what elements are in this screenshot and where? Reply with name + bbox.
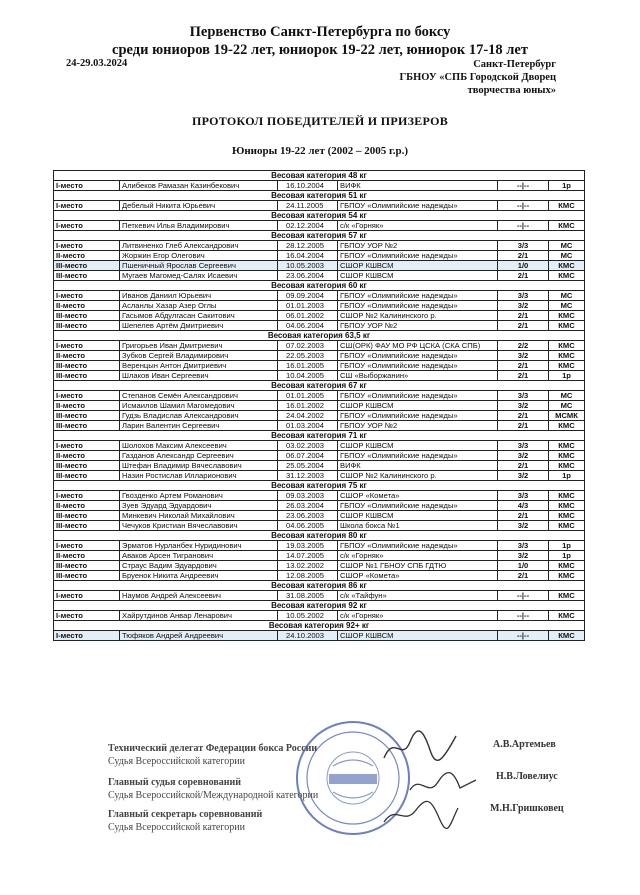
birthdate-cell: 12.08.2005 [278,571,338,581]
name-cell: Мугаев Магомед-Салях Исаевич [120,271,278,281]
birthdate-cell: 01.01.2005 [278,391,338,401]
club-cell: ГБПОУ «Олимпийские надежды» [338,541,498,551]
birthdate-cell: 16.01.2002 [278,401,338,411]
weight-category-row [54,191,585,201]
birthdate-cell: 10.05.2003 [278,261,338,271]
place-cell: I-место [54,441,120,451]
table-row [54,421,585,431]
score-cell: 1/0 [498,561,549,571]
table-row [54,611,585,621]
weight-category-row [54,381,585,391]
name-cell: Зуев Эдуард Эдуардович [120,501,278,511]
venue-org-1: ГБНОУ «СПБ Городской Дворец [399,72,556,83]
birthdate-cell: 10.04.2005 [278,371,338,381]
name-cell: Назин Ростислав Илларионович [120,471,278,481]
table-row [54,391,585,401]
table-row [54,511,585,521]
rank-cell: КМС [549,271,585,281]
club-cell: ГБПОУ «Олимпийские надежды» [338,251,498,261]
birthdate-cell: 31.12.2003 [278,471,338,481]
signature-role: Главный секретарь соревнований [108,809,263,820]
club-cell: ГБПОУ УОР №2 [338,421,498,431]
birthdate-cell: 06.07.2004 [278,451,338,461]
name-cell: Эрматов Нурланбек Нуридинович [120,541,278,551]
place-cell: II-место [54,301,120,311]
place-cell: I-место [54,341,120,351]
place-cell: I-место [54,181,120,191]
birthdate-cell: 09.09.2004 [278,291,338,301]
rank-cell: КМС [549,521,585,531]
weight-category-title: Весовая категория 60 кг [54,281,585,291]
table-row [54,571,585,581]
place-cell: III-место [54,311,120,321]
rank-cell: КМС [549,611,585,621]
place-cell: II-место [54,451,120,461]
place-cell: III-место [54,471,120,481]
score-cell: 3/2 [498,471,549,481]
club-cell: с/к «Горняк» [338,551,498,561]
score-cell: 2/1 [498,361,549,371]
rank-cell: КМС [549,561,585,571]
rank-cell: КМС [549,221,585,231]
club-cell: ГБПОУ «Олимпийские надежды» [338,451,498,461]
place-cell: III-место [54,421,120,431]
club-cell: СШОР «Комета» [338,571,498,581]
table-row [54,541,585,551]
name-cell: Чечуков Кристиан Вячеславович [120,521,278,531]
score-cell: 3/3 [498,491,549,501]
rank-cell: КМС [549,441,585,451]
rank-cell: 1р [549,541,585,551]
results-table [53,170,585,641]
birthdate-cell: 01.01.2003 [278,301,338,311]
table-row [54,251,585,261]
club-cell: СШОР КШВСМ [338,261,498,271]
rank-cell: МС [549,391,585,401]
score-cell: 3/3 [498,391,549,401]
name-cell: Алибеков Рамазан Казинбекович [120,181,278,191]
club-cell: СШ «Выборжанин» [338,371,498,381]
score-cell: 2/1 [498,271,549,281]
rank-cell: КМС [549,461,585,471]
name-cell: Исмаилов Шамил Магомедович [120,401,278,411]
rank-cell: 1р [549,471,585,481]
place-cell: I-место [54,631,120,641]
rank-cell: МСМК [549,411,585,421]
name-cell: Гудзь Владислав Александрович [120,411,278,421]
club-cell: ГБПОУ «Олимпийские надежды» [338,361,498,371]
table-row [54,631,585,641]
weight-category-row [54,621,585,631]
signature-name: Н.В.Ловелиус [496,771,558,782]
name-cell: Степанов Семён Александрович [120,391,278,401]
score-cell: 2/1 [498,571,549,581]
birthdate-cell: 19.03.2005 [278,541,338,551]
rank-cell: КМС [549,571,585,581]
weight-category-row [54,211,585,221]
rank-cell: КМС [549,321,585,331]
score-cell: 2/1 [498,371,549,381]
rank-cell: МС [549,241,585,251]
score-cell: 2/1 [498,321,549,331]
score-cell: 3/3 [498,291,549,301]
place-cell: III-место [54,561,120,571]
score-cell: 3/2 [498,301,549,311]
table-row [54,241,585,251]
table-row [54,341,585,351]
table-row [54,271,585,281]
club-cell: СШОР КШВСМ [338,401,498,411]
weight-category-row [54,171,585,181]
club-cell: ВИФК [338,181,498,191]
table-row [54,321,585,331]
table-row [54,471,585,481]
place-cell: I-место [54,541,120,551]
name-cell: Бруенок Никита Андреевич [120,571,278,581]
score-cell: --|-- [498,181,549,191]
rank-cell: КМС [549,591,585,601]
club-cell: СШОР КШВСМ [338,271,498,281]
weight-category-row [54,601,585,611]
signature-role: Технический делегат Федерации бокса России [108,743,318,754]
table-row [54,311,585,321]
name-cell: Дебелый Никита Юрьевич [120,201,278,211]
signature-name: А.В.Артемьев [493,739,556,750]
place-cell: III-место [54,261,120,271]
weight-category-title: Весовая категория 63,5 кг [54,331,585,341]
birthdate-cell: 06.01.2002 [278,311,338,321]
handwritten-signature-icon [380,728,460,768]
name-cell: Петкевич Илья Владимирович [120,221,278,231]
name-cell: Асланлы Хазар Азер Оглы [120,301,278,311]
score-cell: --|-- [498,611,549,621]
rank-cell: КМС [549,491,585,501]
rank-cell: КМС [549,511,585,521]
signature-qualification: Судья Всероссийской категории [108,756,245,767]
place-cell: III-место [54,461,120,471]
score-cell: 2/1 [498,421,549,431]
club-cell: ГБПОУ «Олимпийские надежды» [338,351,498,361]
name-cell: Шлаков Иван Сергеевич [120,371,278,381]
venue [400,58,557,97]
birthdate-cell: 10.05.2002 [278,611,338,621]
signature-chief-judge [108,776,318,802]
signature-chief-secretary [108,808,262,834]
birthdate-cell: 14.07.2005 [278,551,338,561]
score-cell: 3/3 [498,441,549,451]
weight-category-title: Весовая категория 75 кг [54,481,585,491]
rank-cell: МС [549,301,585,311]
table-row [54,591,585,601]
name-cell: Хайрутдинов Анвар Ленарович [120,611,278,621]
club-cell: с/к «Горняк» [338,221,498,231]
club-cell: ГБПОУ УОР №2 [338,321,498,331]
event-date: 24-29.03.2024 [66,58,128,69]
club-cell: ГБПОУ УОР №2 [338,241,498,251]
score-cell: 2/1 [498,511,549,521]
score-cell: 3/2 [498,351,549,361]
birthdate-cell: 28.12.2005 [278,241,338,251]
rank-cell: 1р [549,181,585,191]
rank-cell: КМС [549,631,585,641]
weight-category-title: Весовая категория 51 кг [54,191,585,201]
birthdate-cell: 24.10.2003 [278,631,338,641]
birthdate-cell: 16.01.2005 [278,361,338,371]
table-row [54,221,585,231]
name-cell: Наумов Андрей Алексеевич [120,591,278,601]
score-cell: 3/2 [498,401,549,411]
birthdate-cell: 13.02.2002 [278,561,338,571]
rank-cell: МС [549,291,585,301]
weight-category-title: Весовая категория 92 кг [54,601,585,611]
score-cell: 3/2 [498,451,549,461]
score-cell: 1/0 [498,261,549,271]
birthdate-cell: 26.03.2004 [278,501,338,511]
handwritten-signature-icon [380,800,460,830]
club-cell: СШОР КШВСМ [338,631,498,641]
name-cell: Шолохов Максим Алексеевич [120,441,278,451]
signature-role: Главный судья соревнований [108,777,242,788]
name-cell: Литвиненко Глеб Александрович [120,241,278,251]
club-cell: с/к «Тайфун» [338,591,498,601]
rank-cell: 1р [549,551,585,561]
signature-tech-delegate [108,742,317,768]
weight-category-title: Весовая категория 86 кг [54,581,585,591]
table-row [54,441,585,451]
rank-cell: 1р [549,371,585,381]
club-cell: ГБПОУ «Олимпийские надежды» [338,501,498,511]
birthdate-cell: 31.08.2005 [278,591,338,601]
rank-cell: КМС [549,311,585,321]
score-cell: --|-- [498,221,549,231]
venue-city: Санкт-Петербург [473,59,556,70]
name-cell: Минкевич Николай Михайлович [120,511,278,521]
name-cell: Тюфяков Андрей Андреевич [120,631,278,641]
birthdate-cell: 22.05.2003 [278,351,338,361]
birthdate-cell: 23.06.2003 [278,511,338,521]
table-row [54,561,585,571]
table-row [54,351,585,361]
birthdate-cell: 03.02.2003 [278,441,338,451]
table-row [54,361,585,371]
name-cell: Штефан Владимир Вячеславович [120,461,278,471]
table-row [54,261,585,271]
name-cell: Газданов Александр Сергеевич [120,451,278,461]
club-cell: ГБПОУ «Олимпийские надежды» [338,391,498,401]
weight-category-title: Весовая категория 80 кг [54,531,585,541]
place-cell: III-место [54,321,120,331]
club-cell: ВИФК [338,461,498,471]
birthdate-cell: 16.04.2004 [278,251,338,261]
birthdate-cell: 24.11.2005 [278,201,338,211]
name-cell: Страус Вадим Эдуардович [120,561,278,571]
score-cell: --|-- [498,201,549,211]
signature-qualification: Судья Всероссийской/Международной категории [108,790,319,801]
table-row [54,401,585,411]
club-cell: СШОР №1 ГБНОУ СПБ ГДТЮ [338,561,498,571]
table-row [54,461,585,471]
rank-cell: КМС [549,361,585,371]
venue-org-2: творчества юных» [467,85,556,96]
score-cell: 3/2 [498,551,549,561]
table-row [54,491,585,501]
table-row [54,451,585,461]
score-cell: 3/3 [498,541,549,551]
table-row [54,201,585,211]
place-cell: II-место [54,551,120,561]
rank-cell: КМС [549,261,585,271]
score-cell: 4/3 [498,501,549,511]
name-cell: Шепелев Артём Дмитриевич [120,321,278,331]
place-cell: II-место [54,351,120,361]
name-cell: Зубков Сергей Владимирович [120,351,278,361]
birthdate-cell: 04.06.2005 [278,521,338,531]
rank-cell: МС [549,251,585,261]
club-cell: СШОР №2 Калининского р. [338,311,498,321]
score-cell: 2/2 [498,341,549,351]
handwritten-signature-icon [408,770,478,800]
name-cell: Ларин Валентин Сергеевич [120,421,278,431]
place-cell: II-место [54,251,120,261]
table-row [54,551,585,561]
score-cell: 2/1 [498,311,549,321]
table-row [54,521,585,531]
place-cell: III-место [54,411,120,421]
place-cell: III-место [54,571,120,581]
place-cell: I-место [54,241,120,251]
rank-cell: КМС [549,341,585,351]
place-cell: II-место [54,501,120,511]
weight-category-title: Весовая категория 67 кг [54,381,585,391]
score-cell: 3/3 [498,241,549,251]
birthdate-cell: 01.03.2004 [278,421,338,431]
weight-category-row [54,431,585,441]
rank-cell: КМС [549,421,585,431]
score-cell: --|-- [498,631,549,641]
table-row [54,301,585,311]
score-cell: --|-- [498,591,549,601]
title-line-1: Первенство Санкт-Петербурга по боксу [189,24,451,40]
place-cell: I-место [54,611,120,621]
club-cell: с/к «Горняк» [338,611,498,621]
place-cell: III-место [54,271,120,281]
place-cell: III-место [54,371,120,381]
weight-category-row [54,581,585,591]
place-cell: I-место [54,221,120,231]
weight-category-row [54,481,585,491]
place-cell: III-место [54,361,120,371]
name-cell: Гасымов Абдулгасан Сакитович [120,311,278,321]
place-cell: I-место [54,291,120,301]
protocol-title: ПРОТОКОЛ ПОБЕДИТЕЛЕЙ И ПРИЗЕРОВ [191,114,449,128]
place-cell: I-место [54,391,120,401]
birthdate-cell: 07.02.2003 [278,341,338,351]
birthdate-cell: 16.10.2004 [278,181,338,191]
rank-cell: КМС [549,201,585,211]
name-cell: Гвозденко Артем Романович [120,491,278,501]
weight-category-title: Весовая категория 48 кг [54,171,585,181]
signature-name: М.Н.Гришковец [490,803,564,814]
score-cell: 2/1 [498,251,549,261]
club-cell: СШОР КШВСМ [338,441,498,451]
table-row [54,181,585,191]
age-group-subtitle: Юниоры 19-22 лет (2002 – 2005 г.р.) [231,145,409,157]
weight-category-title: Весовая категория 57 кг [54,231,585,241]
table-row [54,291,585,301]
club-cell: ГБПОУ «Олимпийские надежды» [338,411,498,421]
club-cell: ГБПОУ «Олимпийские надежды» [338,291,498,301]
place-cell: I-место [54,591,120,601]
score-cell: 2/1 [498,411,549,421]
place-cell: III-место [54,511,120,521]
weight-category-row [54,531,585,541]
table-row [54,371,585,381]
weight-category-row [54,231,585,241]
club-cell: СШОР №2 Калининского р. [338,471,498,481]
club-cell: СШОР КШВСМ [338,511,498,521]
club-cell: ГБПОУ «Олимпийские надежды» [338,201,498,211]
birthdate-cell: 04.06.2004 [278,321,338,331]
score-cell: 3/2 [498,521,549,531]
name-cell: Аваков Арсен Тигранович [120,551,278,561]
weight-category-title: Весовая категория 54 кг [54,211,585,221]
name-cell: Григорьев Иван Дмитриевич [120,341,278,351]
signature-qualification: Судья Всероссийской категории [108,822,245,833]
birthdate-cell: 24.04.2002 [278,411,338,421]
name-cell: Иванов Даниил Юрьевич [120,291,278,301]
title-line-2: среди юниоров 19-22 лет, юниорок 19-22 лет, юниорок 17-18 лет [112,42,528,58]
table-row [54,501,585,511]
rank-cell: КМС [549,351,585,361]
birthdate-cell: 02.12.2004 [278,221,338,231]
rank-cell: КМС [549,501,585,511]
place-cell: II-место [54,401,120,411]
birthdate-cell: 23.06.2004 [278,271,338,281]
weight-category-row [54,331,585,341]
place-cell: III-место [54,521,120,531]
birthdate-cell: 25.05.2004 [278,461,338,471]
score-cell: 2/1 [498,461,549,471]
place-cell: I-место [54,491,120,501]
club-cell: ГБПОУ «Олимпийские надежды» [338,301,498,311]
birthdate-cell: 09.03.2003 [278,491,338,501]
club-cell: Школа бокса №1 [338,521,498,531]
weight-category-title: Весовая категория 71 кг [54,431,585,441]
place-cell: I-место [54,201,120,211]
club-cell: СШОР «Комета» [338,491,498,501]
rank-cell: КМС [549,451,585,461]
name-cell: Пшеничный Ярослав Сергеевич [120,261,278,271]
club-cell: СШ(ОРК) ФАУ МО РФ ЦСКА (СКА СПБ) [338,341,498,351]
table-row [54,411,585,421]
name-cell: Веренцын Антон Дмитриевич [120,361,278,371]
weight-category-title: Весовая категория 92+ кг [54,621,585,631]
name-cell: Жоржин Егор Олегович [120,251,278,261]
weight-category-row [54,281,585,291]
rank-cell: МС [549,401,585,411]
